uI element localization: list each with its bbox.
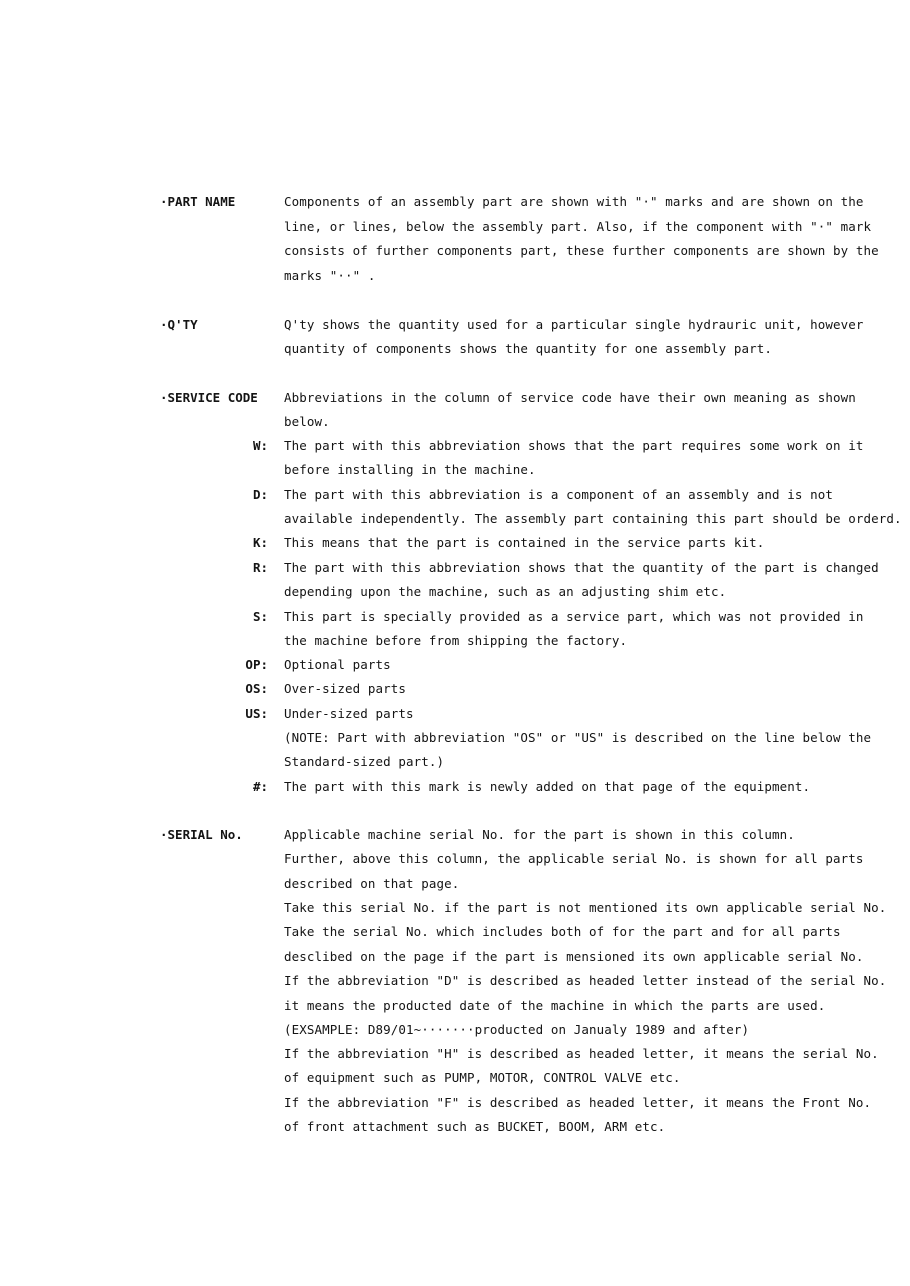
term-service-code: ·SERVICE CODE [160,390,258,405]
serial-line-12: If the abbreviation "F" is described as headed letter, it means the Front No. [284,1095,872,1110]
code-d: D: [252,487,268,502]
code-us-line-3: Standard-sized part.) [284,754,445,769]
serial-line-11: of equipment such as PUMP, MOTOR, CONTROL VALVE etc. [284,1070,681,1085]
term-serial-no: ·SERIAL No. [160,827,243,842]
qty-line-1: Q'ty shows the quantity used for a particular single hydrauric unit, however [284,317,864,332]
code-w: W: [252,438,268,453]
code-s: S: [252,609,268,624]
code-hash-line-1: The part with this mark is newly added on that page of the equipment. [284,779,811,794]
code-hash: #: [252,779,268,794]
code-w-line-2: before installing in the machine. [284,462,536,477]
code-op: OP: [245,657,268,672]
code-s-line-2: the machine before from shipping the factory. [284,633,628,648]
part-name-line-4: marks "··" . [284,268,376,283]
service-code-line-2: below. [284,414,330,429]
code-k: K: [252,535,268,550]
code-s-line-1: This part is specially provided as a service part, which was not provided in [284,609,864,624]
code-us: US: [245,706,268,721]
serial-line-4: Take this serial No. if the part is not mentioned its own applicable serial No. [284,900,887,915]
code-d-line-2: available independently. The assembly part containing this part should be orderd. [284,511,902,526]
serial-line-13: of front attachment such as BUCKET, BOOM, ARM etc. [284,1119,666,1134]
serial-line-10: If the abbreviation "H" is described as headed letter, it means the serial No. [284,1046,879,1061]
code-us-line-1: Under-sized parts [284,706,414,721]
serial-line-5: Take the serial No. which includes both of for the part and for all parts [284,924,841,939]
qty-line-2: quantity of components shows the quantity for one assembly part. [284,341,773,356]
code-d-line-1: The part with this abbreviation is a component of an assembly and is not [284,487,834,502]
serial-line-1: Applicable machine serial No. for the part is shown in this column. [284,827,795,842]
code-r-line-1: The part with this abbreviation shows that the quantity of the part is changed [284,560,879,575]
code-r: R: [252,560,268,575]
serial-line-9: (EXSAMPLE: D89/01~·······producted on Janualy 1989 and after) [284,1022,750,1037]
code-os: OS: [245,681,268,696]
code-os-line-1: Over-sized parts [284,681,407,696]
serial-line-8: it means the producted date of the machine in which the parts are used. [284,998,826,1013]
term-qty: ·Q'TY [160,317,198,332]
part-name-line-2: line, or lines, below the assembly part. Also, if the component with "·" mark [284,219,872,234]
serial-line-2: Further, above this column, the applicable serial No. is shown for all parts [284,851,864,866]
code-w-line-1: The part with this abbreviation shows that the part requires some work on it [284,438,864,453]
part-name-line-3: consists of further components part, these further components are shown by the [284,243,879,258]
serial-line-3: described on that page. [284,876,460,891]
code-op-line-1: Optional parts [284,657,391,672]
term-part-name: ·PART NAME [160,194,236,209]
serial-line-6: desclibed on the page if the part is mensioned its own applicable serial No. [284,949,864,964]
serial-line-7: If the abbreviation "D" is described as headed letter instead of the serial No. [284,973,887,988]
code-us-line-2: (NOTE: Part with abbreviation "OS" or "US" is described on the line below the [284,730,872,745]
code-r-line-2: depending upon the machine, such as an adjusting shim etc. [284,584,727,599]
part-name-line-1: Components of an assembly part are shown with "·" marks and are shown on the [284,194,864,209]
service-code-line-1: Abbreviations in the column of service code have their own meaning as shown [284,390,856,405]
code-k-line-1: This means that the part is contained in the service parts kit. [284,535,765,550]
